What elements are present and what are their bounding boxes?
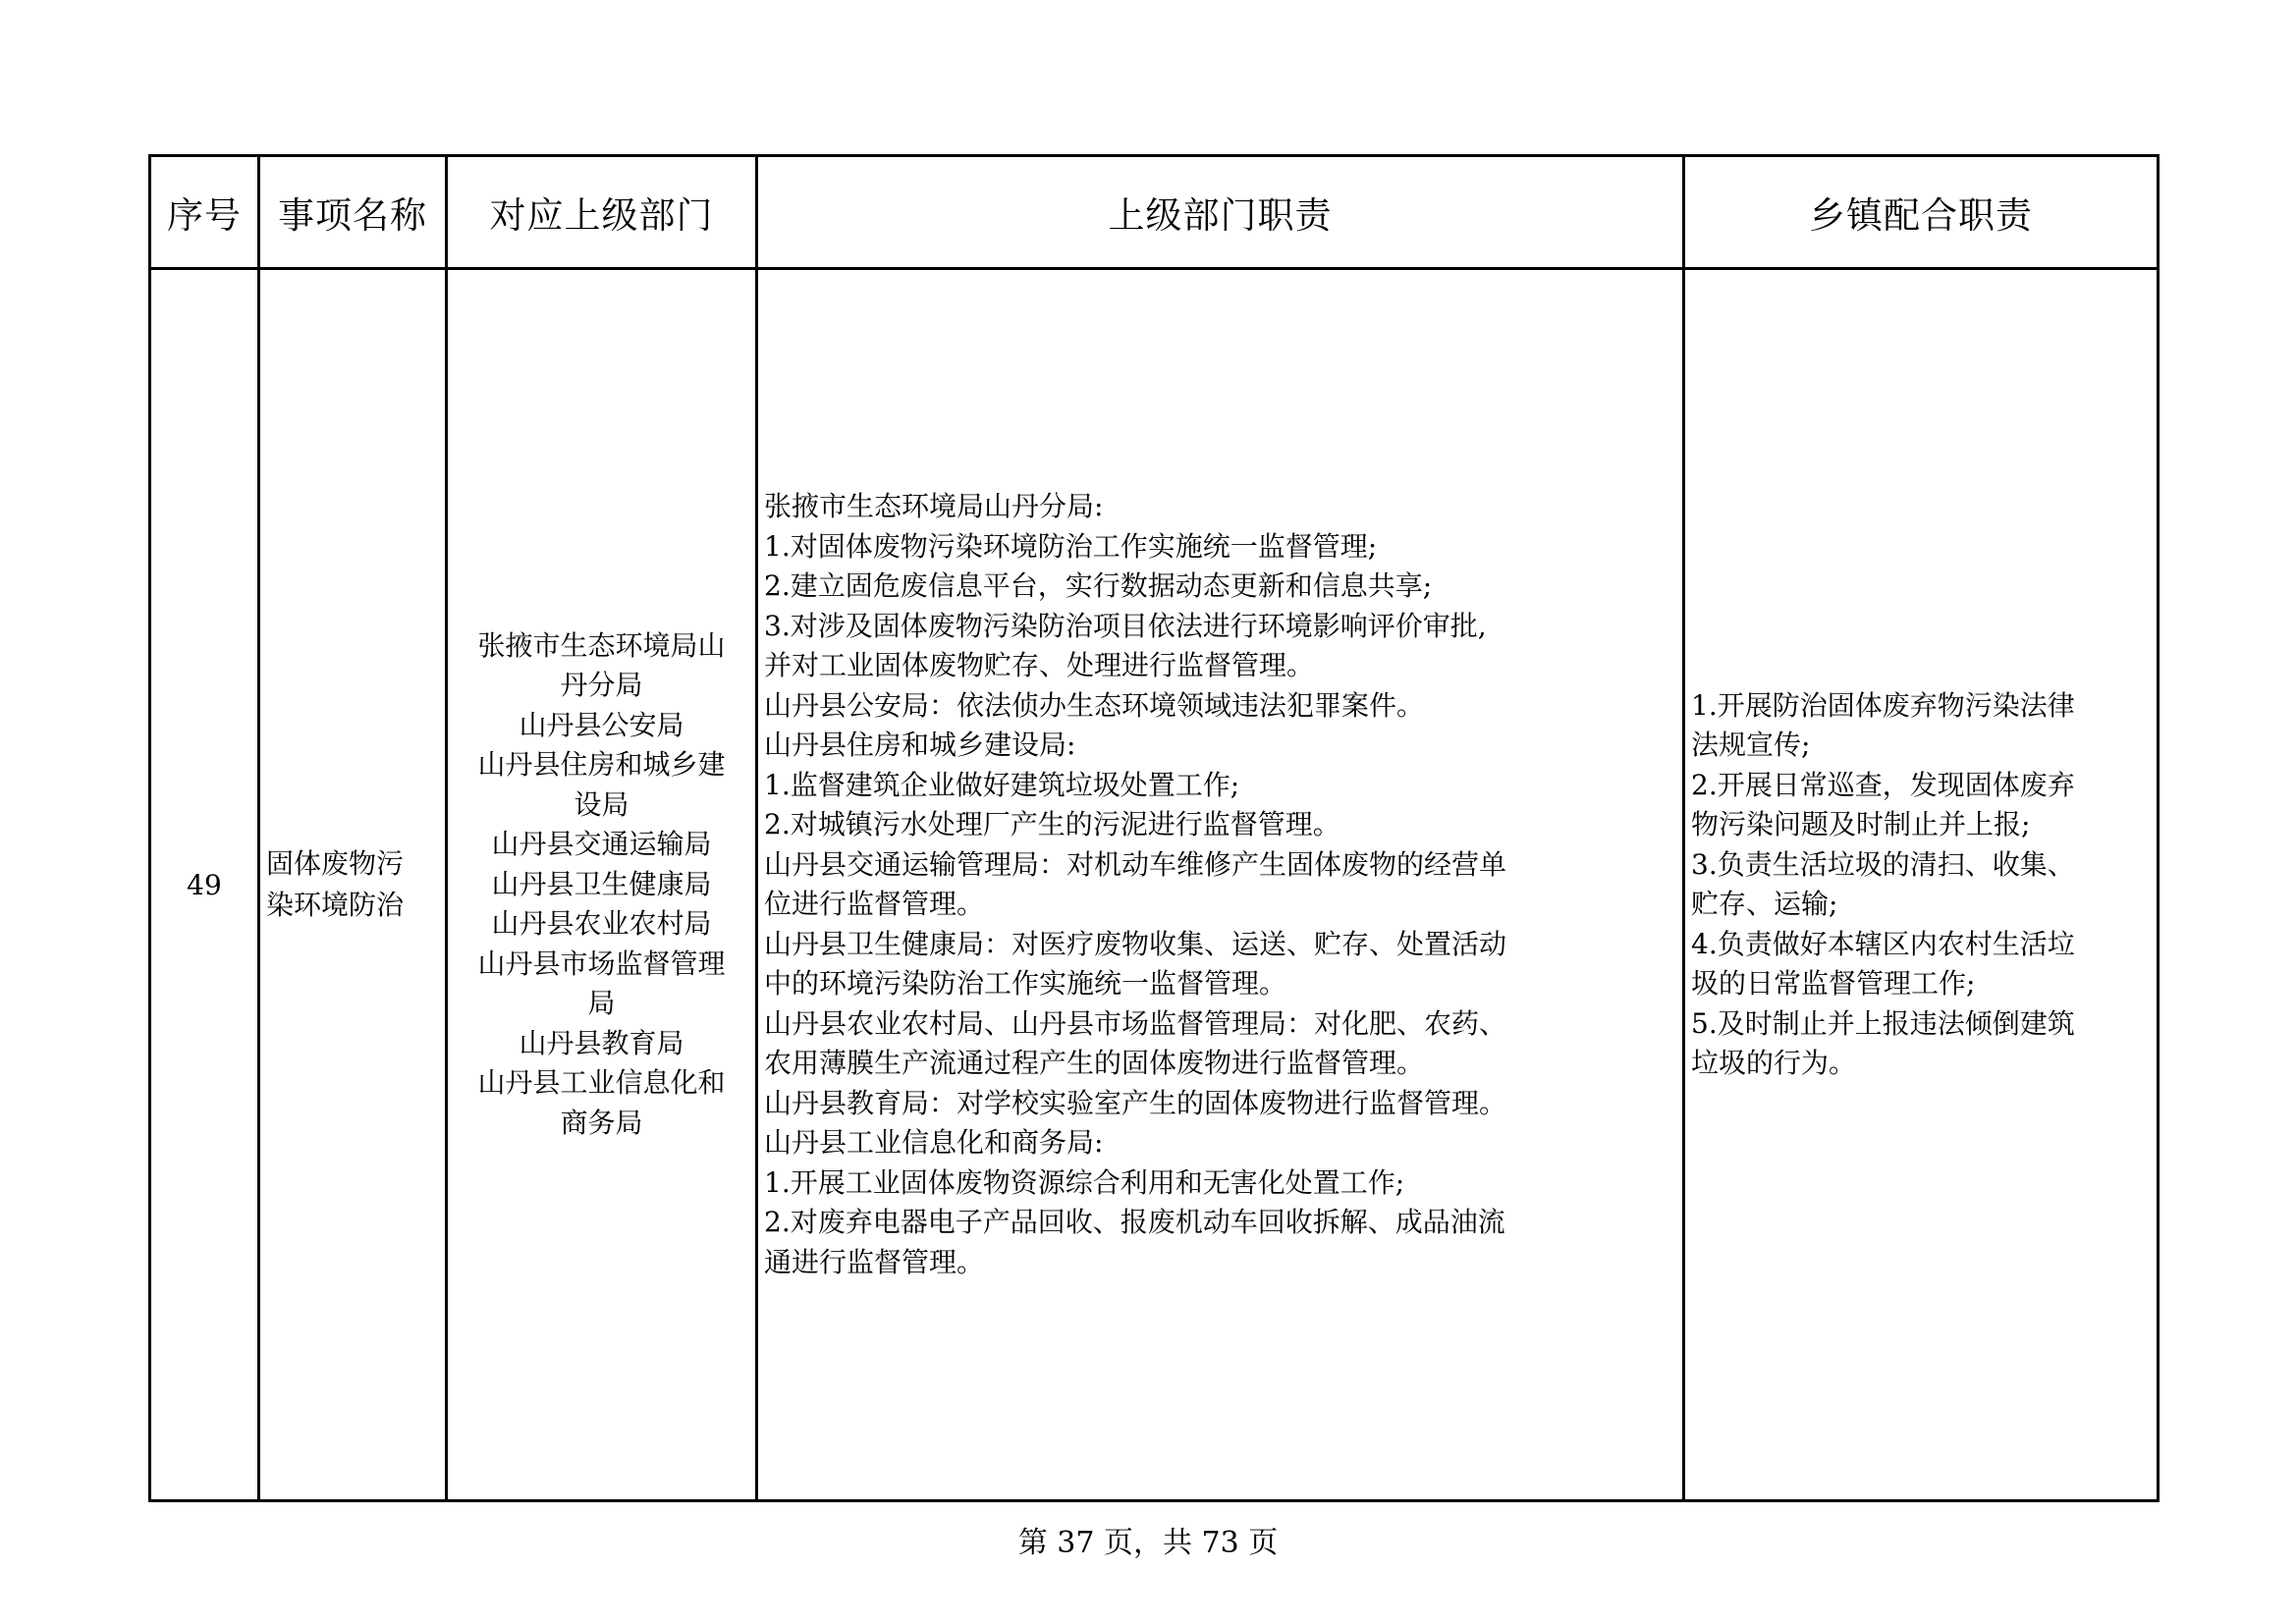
- department-line: 山丹县工业信息化和: [477, 1066, 726, 1100]
- row-number: 49: [150, 269, 259, 1501]
- department-line: 设局: [574, 787, 629, 821]
- town-duty-line: 法规宣传;: [1691, 729, 1811, 761]
- department-line: 山丹县公安局: [519, 708, 684, 741]
- duty-line: 山丹县农业农村局、山丹县市场监督管理局：对化肥、农药、: [764, 1006, 1507, 1040]
- item-name-cell: [259, 269, 447, 1501]
- duty-line: 2.对城镇污水处理厂产生的污泥进行监督管理。: [764, 808, 1340, 840]
- item-name-line: 染环境防治: [266, 889, 405, 921]
- duty-line: 山丹县教育局：对学校实验室产生的固体废物进行监督管理。: [764, 1086, 1507, 1119]
- duty-line: 山丹县住房和城乡建设局:: [764, 729, 1076, 761]
- duty-line: 2.对废弃电器电子产品回收、报废机动车回收拆解、成品油流: [764, 1206, 1505, 1238]
- town-duty-line: 物污染问题及时制止并上报;: [1691, 808, 2031, 840]
- department-line: 山丹县农业农村局: [491, 907, 712, 941]
- departments-cell: [447, 269, 757, 1501]
- table-header-row: [150, 156, 2159, 269]
- duty-line: 中的环境污染防治工作实施统一监督管理。: [764, 967, 1287, 1000]
- department-line: 山丹县住房和城乡建: [477, 748, 726, 782]
- department-line: 山丹县卫生健康局: [491, 867, 712, 900]
- header-superior-duties: 上级部门职责: [757, 156, 1684, 269]
- item-name-line: 固体废物污: [266, 847, 405, 880]
- department-line: 局: [587, 987, 616, 1020]
- duty-line: 农用薄膜生产流通过程产生的固体废物进行监督管理。: [764, 1047, 1425, 1079]
- town-duty-line: 贮存、运输;: [1691, 888, 1838, 920]
- header-item-name: 事项名称: [259, 156, 447, 269]
- table-row: [150, 269, 2159, 1501]
- duty-line: 山丹县工业信息化和商务局:: [764, 1126, 1104, 1159]
- town-duty-line: 2.开展日常巡查，发现固体废弃: [1691, 768, 2075, 801]
- header-number: 序号: [150, 156, 259, 269]
- duty-line: 位进行监督管理。: [764, 888, 985, 920]
- superior-duties-cell: [757, 269, 1684, 1501]
- town-duty-line: 垃圾的行为。: [1691, 1047, 1857, 1079]
- duty-line: 1.对固体废物污染环境防治工作实施统一监督管理;: [764, 529, 1378, 563]
- duty-line: 1.开展工业固体废物资源综合利用和无害化处置工作;: [764, 1165, 1405, 1199]
- department-line: 山丹县教育局: [519, 1026, 684, 1059]
- town-duty-line: 圾的日常监督管理工作;: [1691, 967, 1976, 1000]
- header-town-duties: 乡镇配合职责: [1684, 156, 2159, 269]
- page-number-footer: 第 37 页，共 73 页: [1017, 1526, 1279, 1560]
- town-duty-line: 5.及时制止并上报违法倾倒建筑: [1691, 1006, 2075, 1040]
- department-line: 商务局: [560, 1106, 643, 1139]
- duty-line: 通进行监督管理。: [764, 1245, 985, 1278]
- duty-line: 山丹县交通运输管理局：对机动车维修产生固体废物的经营单: [764, 847, 1507, 881]
- duty-line: 山丹县卫生健康局：对医疗废物收集、运送、贮存、处置活动: [764, 927, 1507, 960]
- town-duties-cell: [1684, 269, 2159, 1501]
- department-line: 山丹县市场监督管理: [477, 947, 726, 980]
- town-duty-line: 3.负责生活垃圾的清扫、收集、: [1691, 847, 2075, 881]
- duty-line: 3.对涉及固体废物污染防治项目依法进行环境影响评价审批,: [764, 609, 1487, 642]
- header-superior-department: 对应上级部门: [447, 156, 757, 269]
- town-duty-line: 1.开展防治固体废弃物污染法律: [1691, 688, 2075, 722]
- department-line: 丹分局: [560, 669, 643, 702]
- duty-line: 2.建立固危废信息平台，实行数据动态更新和信息共享;: [764, 569, 1433, 602]
- duty-line: 张掖市生态环境局山丹分局:: [764, 490, 1104, 522]
- department-line: 山丹县交通运输局: [491, 828, 712, 861]
- duty-line: 并对工业固体废物贮存、处理进行监督管理。: [764, 649, 1315, 681]
- duty-line: 山丹县公安局：依法侦办生态环境领域违法犯罪案件。: [764, 688, 1425, 722]
- duty-line: 1.监督建筑企业做好建筑垃圾处置工作;: [764, 768, 1240, 801]
- duty-table: [148, 154, 2159, 1502]
- town-duty-line: 4.负责做好本辖区内农村生活垃: [1691, 927, 2075, 960]
- department-line: 张掖市生态环境局山: [477, 628, 726, 662]
